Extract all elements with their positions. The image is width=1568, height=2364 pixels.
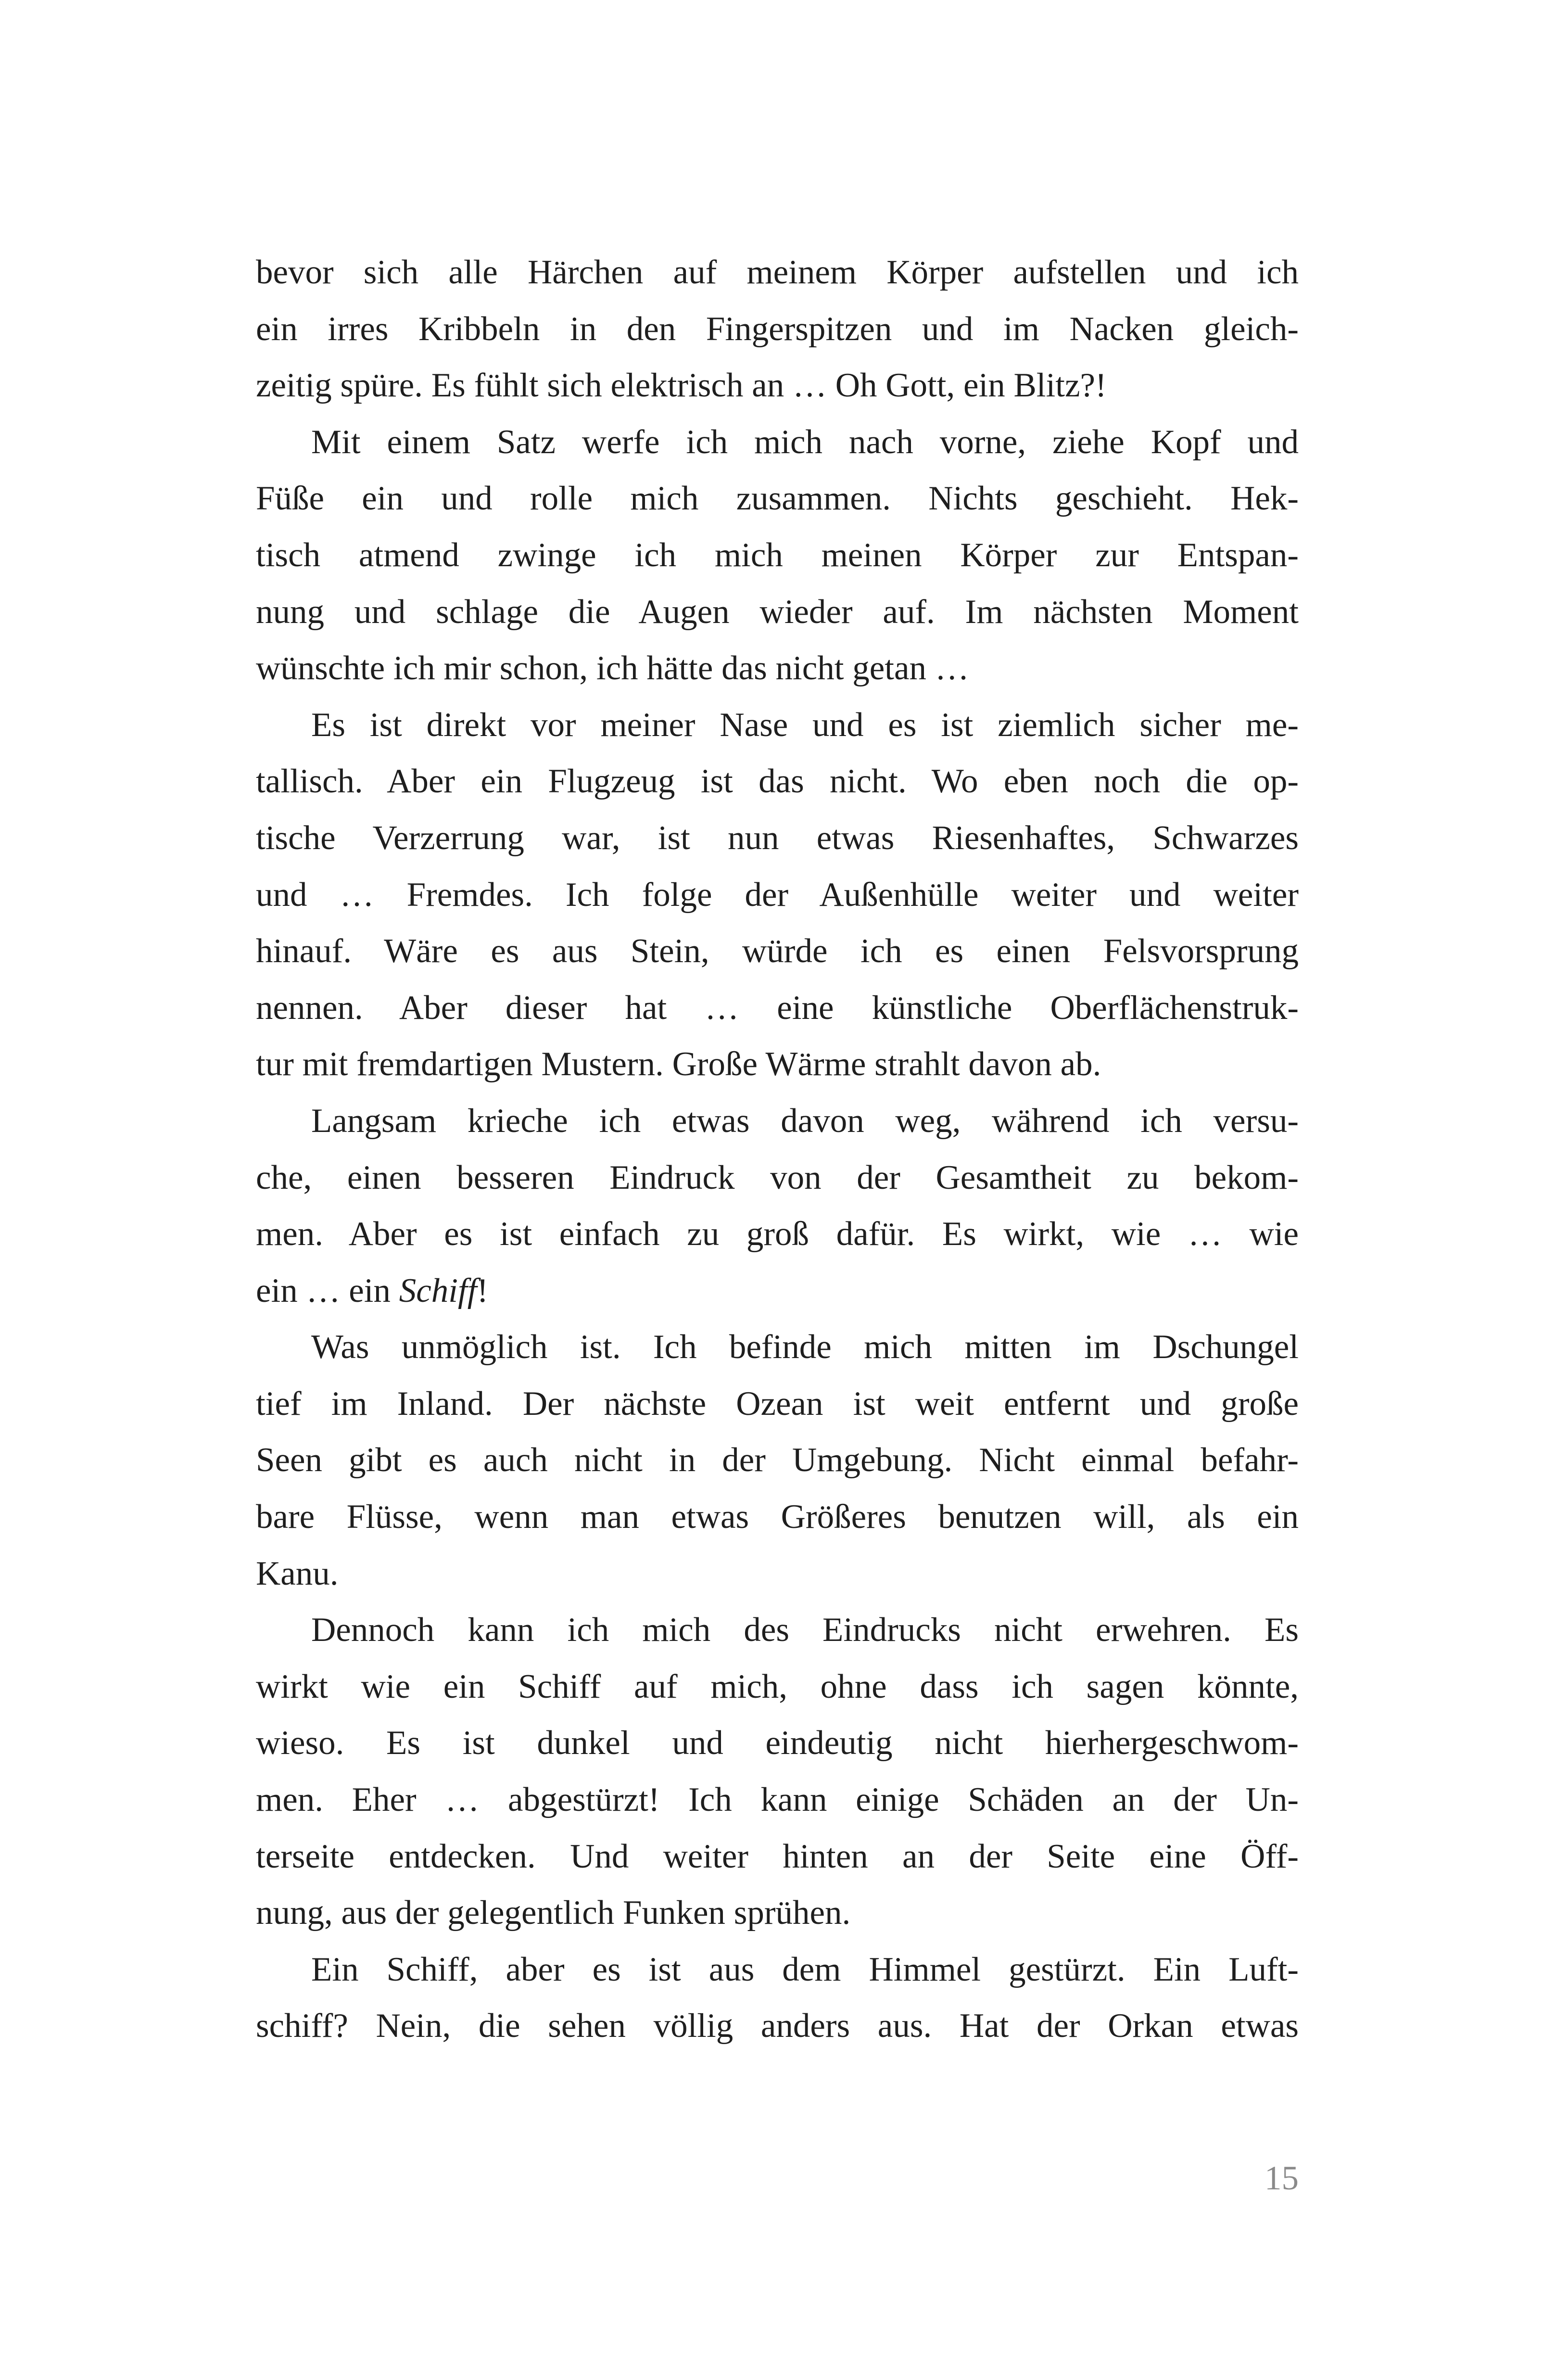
text-line: tisch atmend zwinge ich mich meinen Körper zur Entspan-	[256, 536, 1299, 574]
text-line: wünschte ich mir schon, ich hätte das nicht getan …	[256, 649, 969, 687]
text-segment: !	[477, 1271, 489, 1309]
page-number: 15	[1265, 2160, 1299, 2197]
text-line: bevor sich alle Härchen auf meinem Körper aufstellen und ich	[256, 254, 1299, 291]
text-line: men. Aber es ist einfach zu groß dafür. Es wirkt, wie … wie	[256, 1215, 1299, 1253]
text-line: che, einen besseren Eindruck von der Gesamtheit zu bekom-	[256, 1158, 1299, 1196]
text-line: Füße ein und rolle mich zusammen. Nichts geschieht. Hek-	[256, 480, 1299, 518]
text-line: tief im Inland. Der nächste Ozean ist weit entfernt und große	[256, 1385, 1299, 1423]
text-line: und … Fremdes. Ich folge der Außenhülle weiter und weiter	[256, 876, 1299, 914]
text-line: Seen gibt es auch nicht in der Umgebung. Nicht einmal befahr-	[256, 1441, 1299, 1479]
text-line: men. Eher … abgestürzt! Ich kann einige Schäden an der Un-	[256, 1781, 1299, 1819]
text-line: zeitig spüre. Es fühlt sich elektrisch an … Oh Gott, ein Blitz?!	[256, 367, 1107, 405]
text-line: wieso. Es ist dunkel und eindeutig nicht hierhergeschwom-	[256, 1724, 1299, 1762]
text-line: terseite entdecken. Und weiter hinten an der Seite eine Öff-	[256, 1837, 1299, 1875]
text-line: Kanu.	[256, 1554, 339, 1592]
text-line: tur mit fremdartigen Mustern. Große Wärme strahlt davon ab.	[256, 1045, 1101, 1083]
text-line: tallisch. Aber ein Flugzeug ist das nicht. Wo eben noch die op-	[256, 763, 1299, 801]
text-line: tische Verzerrung war, ist nun etwas Riesenhaftes, Schwarzes	[256, 819, 1299, 857]
text-line: hinauf. Wäre es aus Stein, würde ich es einen Felsvorsprung	[256, 932, 1299, 970]
text-line: bare Flüsse, wenn man etwas Größeres benutzen will, als ein	[256, 1498, 1299, 1536]
text-line: Ein Schiff, aber es ist aus dem Himmel gestürzt. Ein Luft-	[311, 1950, 1299, 1988]
body-text	[256, 244, 1299, 2055]
text-segment: ein … ein	[256, 1271, 399, 1309]
text-line: Es ist direkt vor meiner Nase und es ist ziemlich sicher me-	[311, 706, 1299, 744]
text-line	[256, 1263, 1299, 1320]
text-line: Was unmöglich ist. Ich befinde mich mitten im Dschungel	[311, 1328, 1299, 1366]
text-line: nung, aus der gelegentlich Funken sprühen.	[256, 1894, 851, 1932]
text-line: Dennoch kann ich mich des Eindrucks nicht erwehren. Es	[311, 1611, 1299, 1649]
text-line: schiff? Nein, die sehen völlig anders aus. Hat der Orkan etwas	[256, 2007, 1299, 2045]
text-line: Langsam krieche ich etwas davon weg, während ich versu-	[311, 1102, 1299, 1140]
text-line: nung und schlage die Augen wieder auf. Im nächsten Moment	[256, 593, 1299, 631]
italic-word: Schiff	[399, 1271, 477, 1309]
text-line: wirkt wie ein Schiff auf mich, ohne dass ich sagen könnte,	[256, 1667, 1299, 1705]
text-line: Mit einem Satz werfe ich mich nach vorne, ziehe Kopf und	[311, 423, 1299, 461]
text-line: ein irres Kribbeln in den Fingerspitzen und im Nacken gleich-	[256, 310, 1299, 348]
text-line: nennen. Aber dieser hat … eine künstliche Oberflächenstruk-	[256, 989, 1299, 1027]
